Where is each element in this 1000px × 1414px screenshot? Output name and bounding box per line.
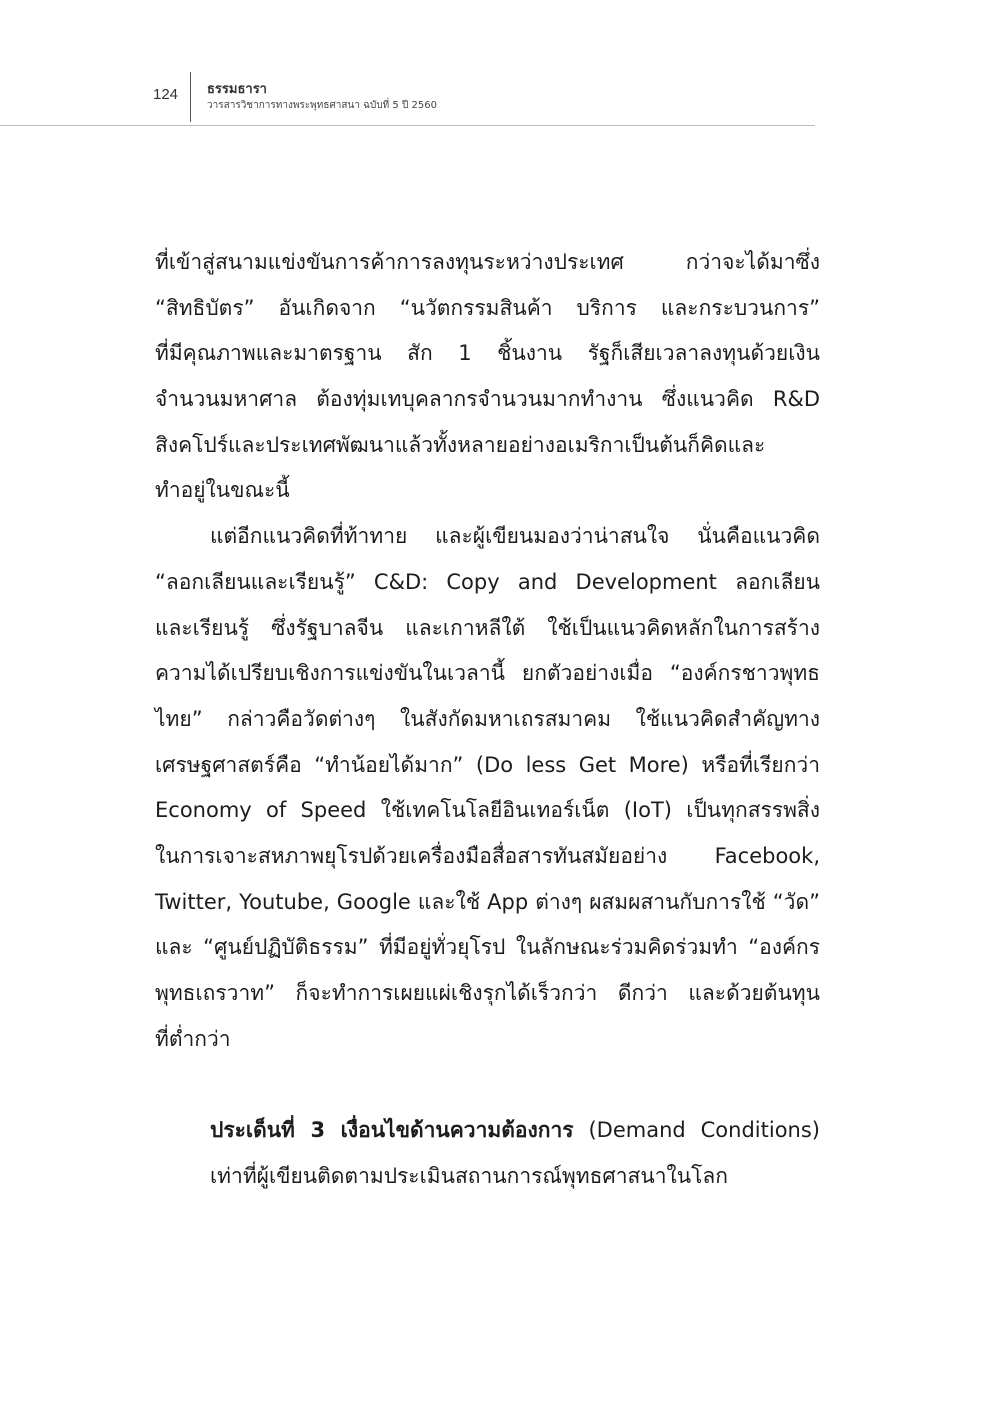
text-line: พุทธเถรวาท” ก็จะทำการเผยแผ่เชิงรุกได้เร็วกว่า ดีกว่า และด้วยต้นทุน: [155, 981, 820, 1005]
text-line: จำนวนมหาศาล ต้องทุ่มเทบุคลากรจำนวนมากทำงาน ซึ่งแนวคิด R&D: [155, 387, 820, 412]
section-heading-rest: (Demand Conditions): [573, 1118, 820, 1143]
text-line: ที่เข้าสู่สนามแข่งขันการค้าการลงทุนระหว่างประเทศ กว่าจะได้มาซึ่ง: [155, 250, 820, 274]
page-header: [0, 70, 1000, 130]
journal-name: ธรรมธารา: [207, 82, 267, 97]
text-line: ไทย” กล่าวคือวัดต่างๆ ในสังกัดมหาเถรสมาคม ใช้แนวคิดสำคัญทาง: [155, 706, 820, 731]
text-line: ในการเจาะสหภาพยุโรปด้วยเครื่องมือสื่อสารทันสมัยอย่าง Facebook,: [155, 843, 820, 868]
paragraph-1: [155, 240, 820, 514]
text-line: ที่มีคุณภาพและมาตรฐาน สัก 1 ชิ้นงาน รัฐก็เสียเวลาลงทุนด้วยเงิน: [155, 341, 820, 366]
section-heading: [155, 1108, 820, 1154]
text-line: ความได้เปรียบเชิงการแข่งขันในเวลานี้ ยกตัวอย่างเมื่อ “องค์กรชาวพุทธ: [155, 661, 820, 686]
page-number: 124: [153, 86, 179, 103]
section-gap: [155, 1062, 820, 1108]
text-line: แต่อีกแนวคิดที่ท้าทาย และผู้เขียนมองว่าน่าสนใจ นั่นคือแนวคิด: [210, 524, 820, 549]
text-line: ที่ต่ำกว่า: [155, 1026, 231, 1051]
body-text: [155, 240, 820, 1200]
text-line: “ลอกเลียนและเรียนรู้” C&D: Copy and Development ลอกเลียน: [155, 569, 820, 594]
text-line: และ “ศูนย์ปฏิบัติธรรม” ที่มีอยู่ทั่วยุโรป ในลักษณะร่วมคิดร่วมทำ “องค์กร: [155, 935, 820, 960]
text-line: เศรษฐศาสตร์คือ “ทำน้อยได้มาก” (Do less Get More) หรือที่เรียกว่า: [155, 752, 820, 777]
text-line: เท่าที่ผู้เขียนติดตามประเมินสถานการณ์พุทธศาสนาในโลก: [210, 1164, 728, 1189]
text-line: และเรียนรู้ ซึ่งรัฐบาลจีน และเกาหลีใต้ ใช้เป็นแนวคิดหลักในการสร้าง: [155, 615, 820, 640]
text-line: ทำอยู่ในขณะนี้: [155, 478, 290, 503]
text-line: Twitter, Youtube, Google และใช้ App ต่างๆ ผสมผสานกับการใช้ “วัด”: [155, 889, 820, 914]
text-line: Economy of Speed ใช้เทคโนโลยีอินเทอร์เน็ต (IoT) เป็นทุกสรรพสิ่ง: [155, 798, 820, 823]
header-rule: [0, 125, 815, 126]
journal-subtitle: วารสารวิชาการทางพระพุทธศาสนา ฉบับที่ 5 ปี 2560: [207, 100, 437, 111]
paragraph-2: [155, 514, 820, 1062]
text-line: “สิทธิบัตร” อันเกิดจาก “นวัตกรรมสินค้า บริการ และกระบวนการ”: [155, 295, 820, 320]
header-divider: [190, 72, 191, 122]
text-line: สิงคโปร์และประเทศพัฒนาแล้วทั้งหลายอย่างอเมริกาเป็นต้นก็คิดและ: [155, 432, 766, 457]
section-heading-bold: ประเด็นที่ 3 เงื่อนไขด้านความต้องการ: [210, 1118, 574, 1143]
